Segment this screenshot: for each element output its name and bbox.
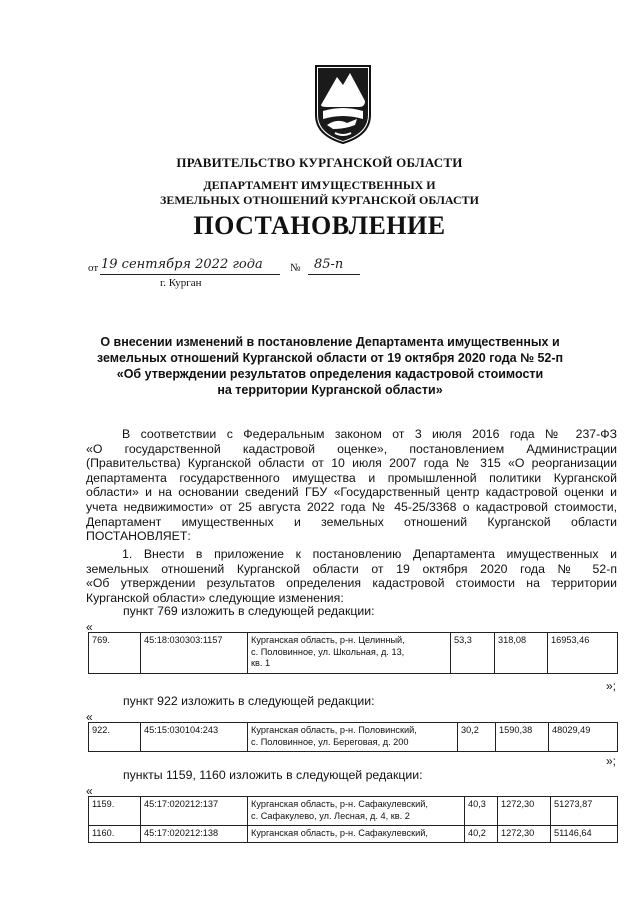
preamble-line: В соответствии с Федеральным законом от 3 июля 2016 года № 237-ФЗ <box>122 427 617 441</box>
date-prefix: от <box>88 262 99 274</box>
cadastral-value-cell: 48029,49 <box>549 723 618 752</box>
number-prefix: № <box>290 262 301 274</box>
item-1-paragraph <box>86 547 617 605</box>
department-title-line1: ДЕПАРТАМЕНТ ИМУЩЕСТВЕННЫХ И <box>203 178 436 192</box>
document-kind-heading: ПОСТАНОВЛЕНИЕ <box>193 211 446 240</box>
government-title: ПРАВИТЕЛЬСТВО КУРГАНСКОЙ ОБЛАСТИ <box>176 155 463 170</box>
handwritten-date: 19 сентября 2022 года <box>101 257 263 272</box>
cadastral-number-cell: 45:17:020212:137 <box>141 797 248 826</box>
address-line: Курганская область, р-н. Целинный, <box>251 635 405 645</box>
preamble-line: Департамент имущественных и земельных отношений Курганской области <box>86 514 617 529</box>
item-1-line: 1. Внести в приложение к постановлению Департамента имущественных и <box>122 547 617 561</box>
row-number-cell: 1160. <box>89 826 141 843</box>
area-cell: 30,2 <box>458 723 496 752</box>
address-line: с. Половинное, ул. Береговая, д. 200 <box>251 736 409 747</box>
handwritten-number: 85-п <box>314 257 344 272</box>
address-line: Курганская область, р-н. Сафакулевский, <box>251 828 428 838</box>
open-quote: « <box>86 710 93 724</box>
close-quote: »; <box>606 679 617 693</box>
document-subject <box>95 334 565 398</box>
address-line: Курганская область, р-н. Сафакулевский, <box>251 799 428 809</box>
subject-line1: О внесении изменений в постановление Департамента имущественных и <box>100 335 560 349</box>
cadastral-table-922 <box>88 722 618 752</box>
area-cell: 40,2 <box>465 826 498 843</box>
rate-cell: 1590,38 <box>496 723 549 752</box>
preamble-line: учета недвижимости» от 25 августа 2022 года № 45-25/3368 о кадастровой стоимости, <box>86 499 617 514</box>
subject-line4: на территории Курганской области» <box>217 383 443 397</box>
address-line: с. Сафакулево, ул. Лесная, д. 4, кв. 2 <box>251 810 410 821</box>
cadastral-value-cell: 16953,46 <box>548 633 618 674</box>
table-row <box>89 826 618 843</box>
rate-cell: 1272,30 <box>498 826 551 843</box>
cadastral-number-cell: 45:18:030303:1157 <box>141 633 248 674</box>
number-underline <box>308 274 360 275</box>
address-line: с. Половинное, ул. Школьная, д. 13, <box>251 646 405 657</box>
item-1-line: земельных отношений Курганской области от 19 октября 2020 года № 52-п <box>86 561 617 576</box>
preamble-paragraph <box>86 427 617 544</box>
department-title <box>0 178 639 208</box>
subject-line3: «Об утверждении результатов определения кадастровой стоимости <box>116 367 544 381</box>
kurgan-coat-of-arms-icon <box>313 63 373 145</box>
address-cell <box>248 826 465 843</box>
date-underline <box>100 274 280 275</box>
address-cell <box>248 633 451 674</box>
area-cell: 40,3 <box>465 797 498 826</box>
rate-cell: 1272,30 <box>498 797 551 826</box>
address-cell <box>248 723 458 752</box>
cadastral-value-cell: 51146,64 <box>551 826 618 843</box>
item-1-line: Курганской области» следующие изменения: <box>86 590 344 605</box>
preamble-line: департамента государственного имущества и промышленной политики Курганской <box>86 470 617 485</box>
cadastral-number-cell: 45:17:020212:138 <box>141 826 248 843</box>
table-row <box>89 723 618 752</box>
date-number-line <box>88 256 388 278</box>
subject-line2: земельных отношений Курганской области от 19 октября 2020 года № 52-п <box>96 351 564 365</box>
cadastral-number-cell: 45:15:030104:243 <box>141 723 248 752</box>
preamble-line: «О государственной кадастровой оценке», постановлением Администрации <box>86 441 617 456</box>
cadastral-table-1159-1160 <box>88 796 618 843</box>
table-row <box>89 633 618 674</box>
cadastral-table-769 <box>88 632 618 674</box>
area-cell: 53,3 <box>451 633 495 674</box>
address-line: Курганская область, р-н. Половинский, <box>251 725 417 735</box>
open-quote: « <box>86 784 93 798</box>
section-heading-769: пункт 769 изложить в следующей редакции: <box>123 604 375 618</box>
section-heading-1159-1160: пункты 1159, 1160 изложить в следующей редакции: <box>123 768 423 782</box>
preamble-line: ПОСТАНОВЛЯЕТ: <box>86 529 191 544</box>
row-number-cell: 922. <box>89 723 141 752</box>
section-heading-922: пункт 922 изложить в следующей редакции: <box>123 694 375 708</box>
preamble-line: области» и на основании сведений ГБУ «Государственный центр кадастровой оценки и <box>86 485 617 500</box>
address-cell <box>248 797 465 826</box>
table-row <box>89 797 618 826</box>
open-quote: « <box>86 620 93 634</box>
row-number-cell: 1159. <box>89 797 141 826</box>
close-quote: »; <box>606 754 617 768</box>
address-line: кв. 1 <box>251 658 271 668</box>
cadastral-value-cell: 51273,87 <box>551 797 618 826</box>
preamble-line: (Правительства) Курганской области от 10 июля 2007 года № 315 «О реорганизации <box>86 456 617 471</box>
rate-cell: 318,08 <box>495 633 548 674</box>
city-label: г. Курган <box>160 277 202 289</box>
item-1-line: «Об утверждении результатов определения кадастровой стоимости на территории <box>86 576 617 591</box>
department-title-line2: ЗЕМЕЛЬНЫХ ОТНОШЕНИЙ КУРГАНСКОЙ ОБЛАСТИ <box>159 193 479 207</box>
row-number-cell: 769. <box>89 633 141 674</box>
